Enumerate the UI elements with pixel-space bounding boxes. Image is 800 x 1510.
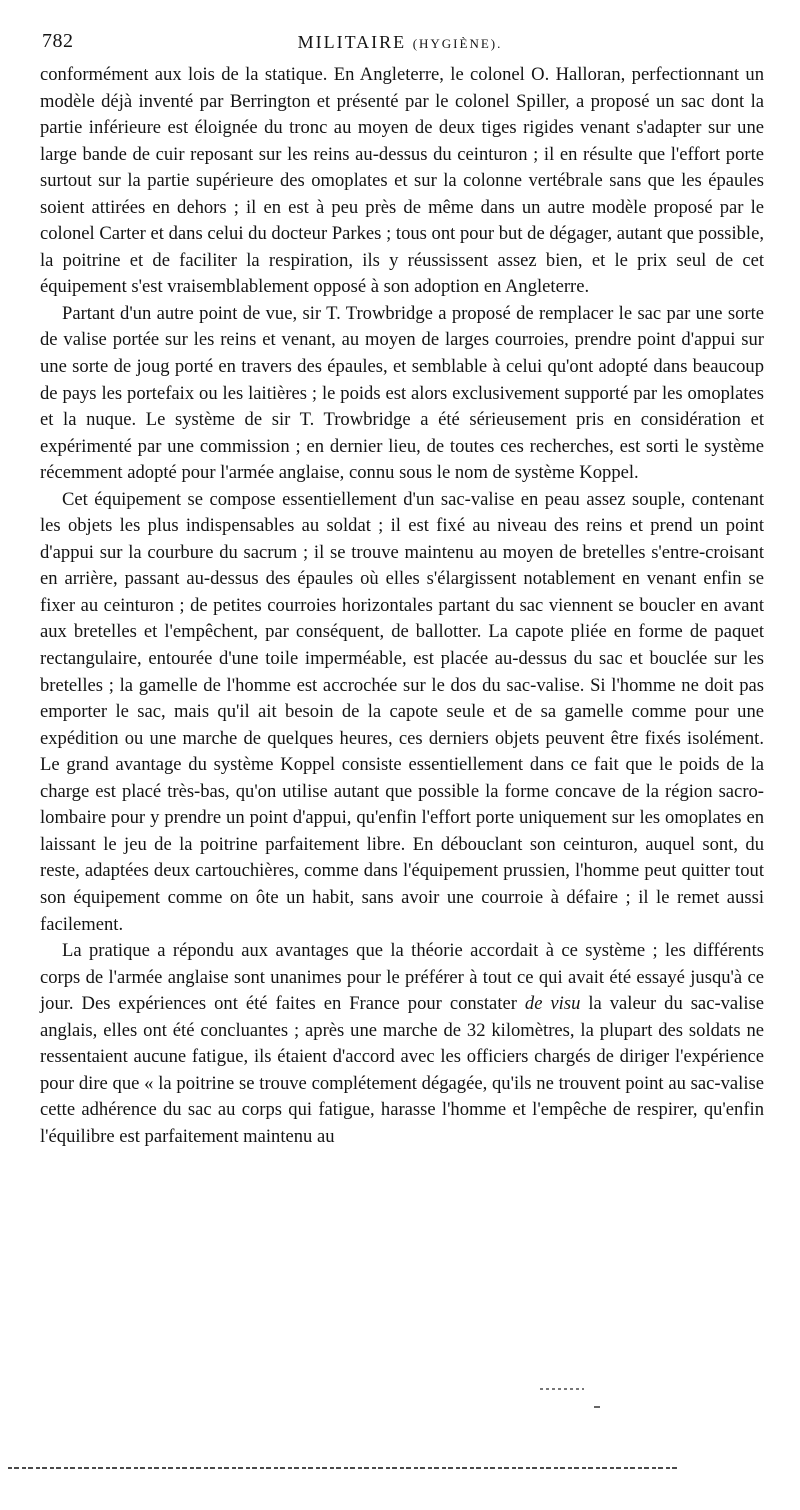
page-number: 782: [42, 30, 74, 52]
paragraph-practice-start: La pratique a répondu aux avantages que la théorie accordait à ce système ; les différents corps de l'armée anglaise sont unanimes pour le préférer à tout ce qui avait été essayé jusqu'à ce jour. Des expériences ont été faites en France pour constater: [40, 940, 764, 1015]
body-text: [40, 62, 764, 1150]
paragraph-equipment: Cet équipement se compose essentiellement d'un sac-valise en peau assez souple, contenant les objets les plus indispensables au soldat ; il est fixé au niveau des reins et prend un point d'appui sur la courbure du sacrum ; il se trouve maintenu au moyen de bretelles s'entre-croisant en arrière, passant au-dessus des épaules où elles s'élargissent notablement en venant enfin se fixer au ceinturon ; de petites courroies horizontales partant du sac viennent se boucler en avant aux bretelles et l'empêchent, par conséquent, de ballotter. La capote pliée en forme de paquet rectangulaire, entourée d'une toile imperméable, est placée au-dessus du sac et bouclée sur les bretelles ; la gamelle de l'homme est accrochée sur le dos du sac-valise. Si l'homme ne doit pas emporter le sac, mais qu'il ait besoin de la capote seule et de sa gamelle comme pour une expédition ou une marche de quelques heures, ces derniers objets peuvent être fixés isolément. Le grand avantage du système Koppel consiste essentiellement dans ce fait que le poids de la charge est placé très-bas, qu'on utilise autant que possible la forme concave de la région sacro-lombaire pour y prendre un point d'appui, qu'enfin l'effort porte uniquement sur les omoplates en laissant le jeu de la poitrine parfaitement libre. En débouclant son ceinturon, auquel sont, du reste, adaptées deux cartouchières, comme dans l'équipement prussien, l'homme peut quitter tout son équipement comme on ôte un habit, sans avoir une courroie à défaire ; il le remet aussi facilement.: [40, 488, 764, 935]
latin-phrase: de visu: [524, 993, 581, 1015]
footer-rule: [8, 1467, 680, 1469]
running-title: [36, 32, 764, 53]
running-head: [36, 30, 764, 56]
running-title-main: MILITAIRE: [297, 32, 407, 52]
ink-smudge: [540, 1388, 584, 1390]
paragraph-practice-end: la valeur du sac-valise anglais, elles ont été concluantes ; après une marche de 32 kilomètres, la plupart des soldats ne ressentaient aucune fatigue, ils étaient d'accord avec les officiers chargés de diriger l'expérience pour dire que « la poitrine se trouve complétement dégagée, qu'ils ne trouvent point au sac-valise cette adhérence du sac au corps qui fatigue, harasse l'homme et l'empêche de respirer, qu'enfin l'équilibre est parfaitement maintenu au: [40, 993, 765, 1147]
paragraph-continuation: conformément aux lois de la statique. En Angleterre, le colonel O. Halloran, perfectionnant un modèle déjà inventé par Berrington et présenté par le colonel Spiller, a proposé un sac dont la partie inférieure est éloignée du tronc au moyen de deux tiges rigides venant s'adapter sur une large bande de cuir reposant sur les reins au-dessus du ceinturon ; il en résulte que l'effort porte surtout sur la partie supérieure des omoplates et sur la colonne vertébrale sans que les épaules soient attirées en dehors ; il en est à peu près de même dans un autre modèle proposé par le colonel Carter et dans celui du docteur Parkes ; tous ont pour but de dégager, autant que possible, la poitrine et de faciliter la respiration, ils y réussissent assez bien, et le prix seul de cet équipement s'est vraisemblablement opposé à son adoption en Angleterre.: [40, 64, 764, 298]
ink-dash: [594, 1406, 600, 1408]
paragraph-trowbridge: Partant d'un autre point de vue, sir T. Trowbridge a proposé de remplacer le sac par une sorte de valise portée sur les reins et venant, au moyen de larges courroies, prendre point d'appui sur une sorte de joug porté en travers des épaules, et semblable à celui qu'ont adopté dans beaucoup de pays les portefaix ou les laitières ; le poids est alors exclusivement supporté par les omoplates et la nuque. Le système de sir T. Trowbridge a été sérieusement pris en considération et expérimenté par une commission ; en dernier lieu, de toutes ces recherches, est sorti le système récemment adopté pour l'armée anglaise, connu sous le nom de système Koppel.: [40, 302, 764, 484]
running-title-subject: (HYGIÈNE).: [412, 36, 503, 51]
paragraph-practice: [40, 938, 764, 1150]
